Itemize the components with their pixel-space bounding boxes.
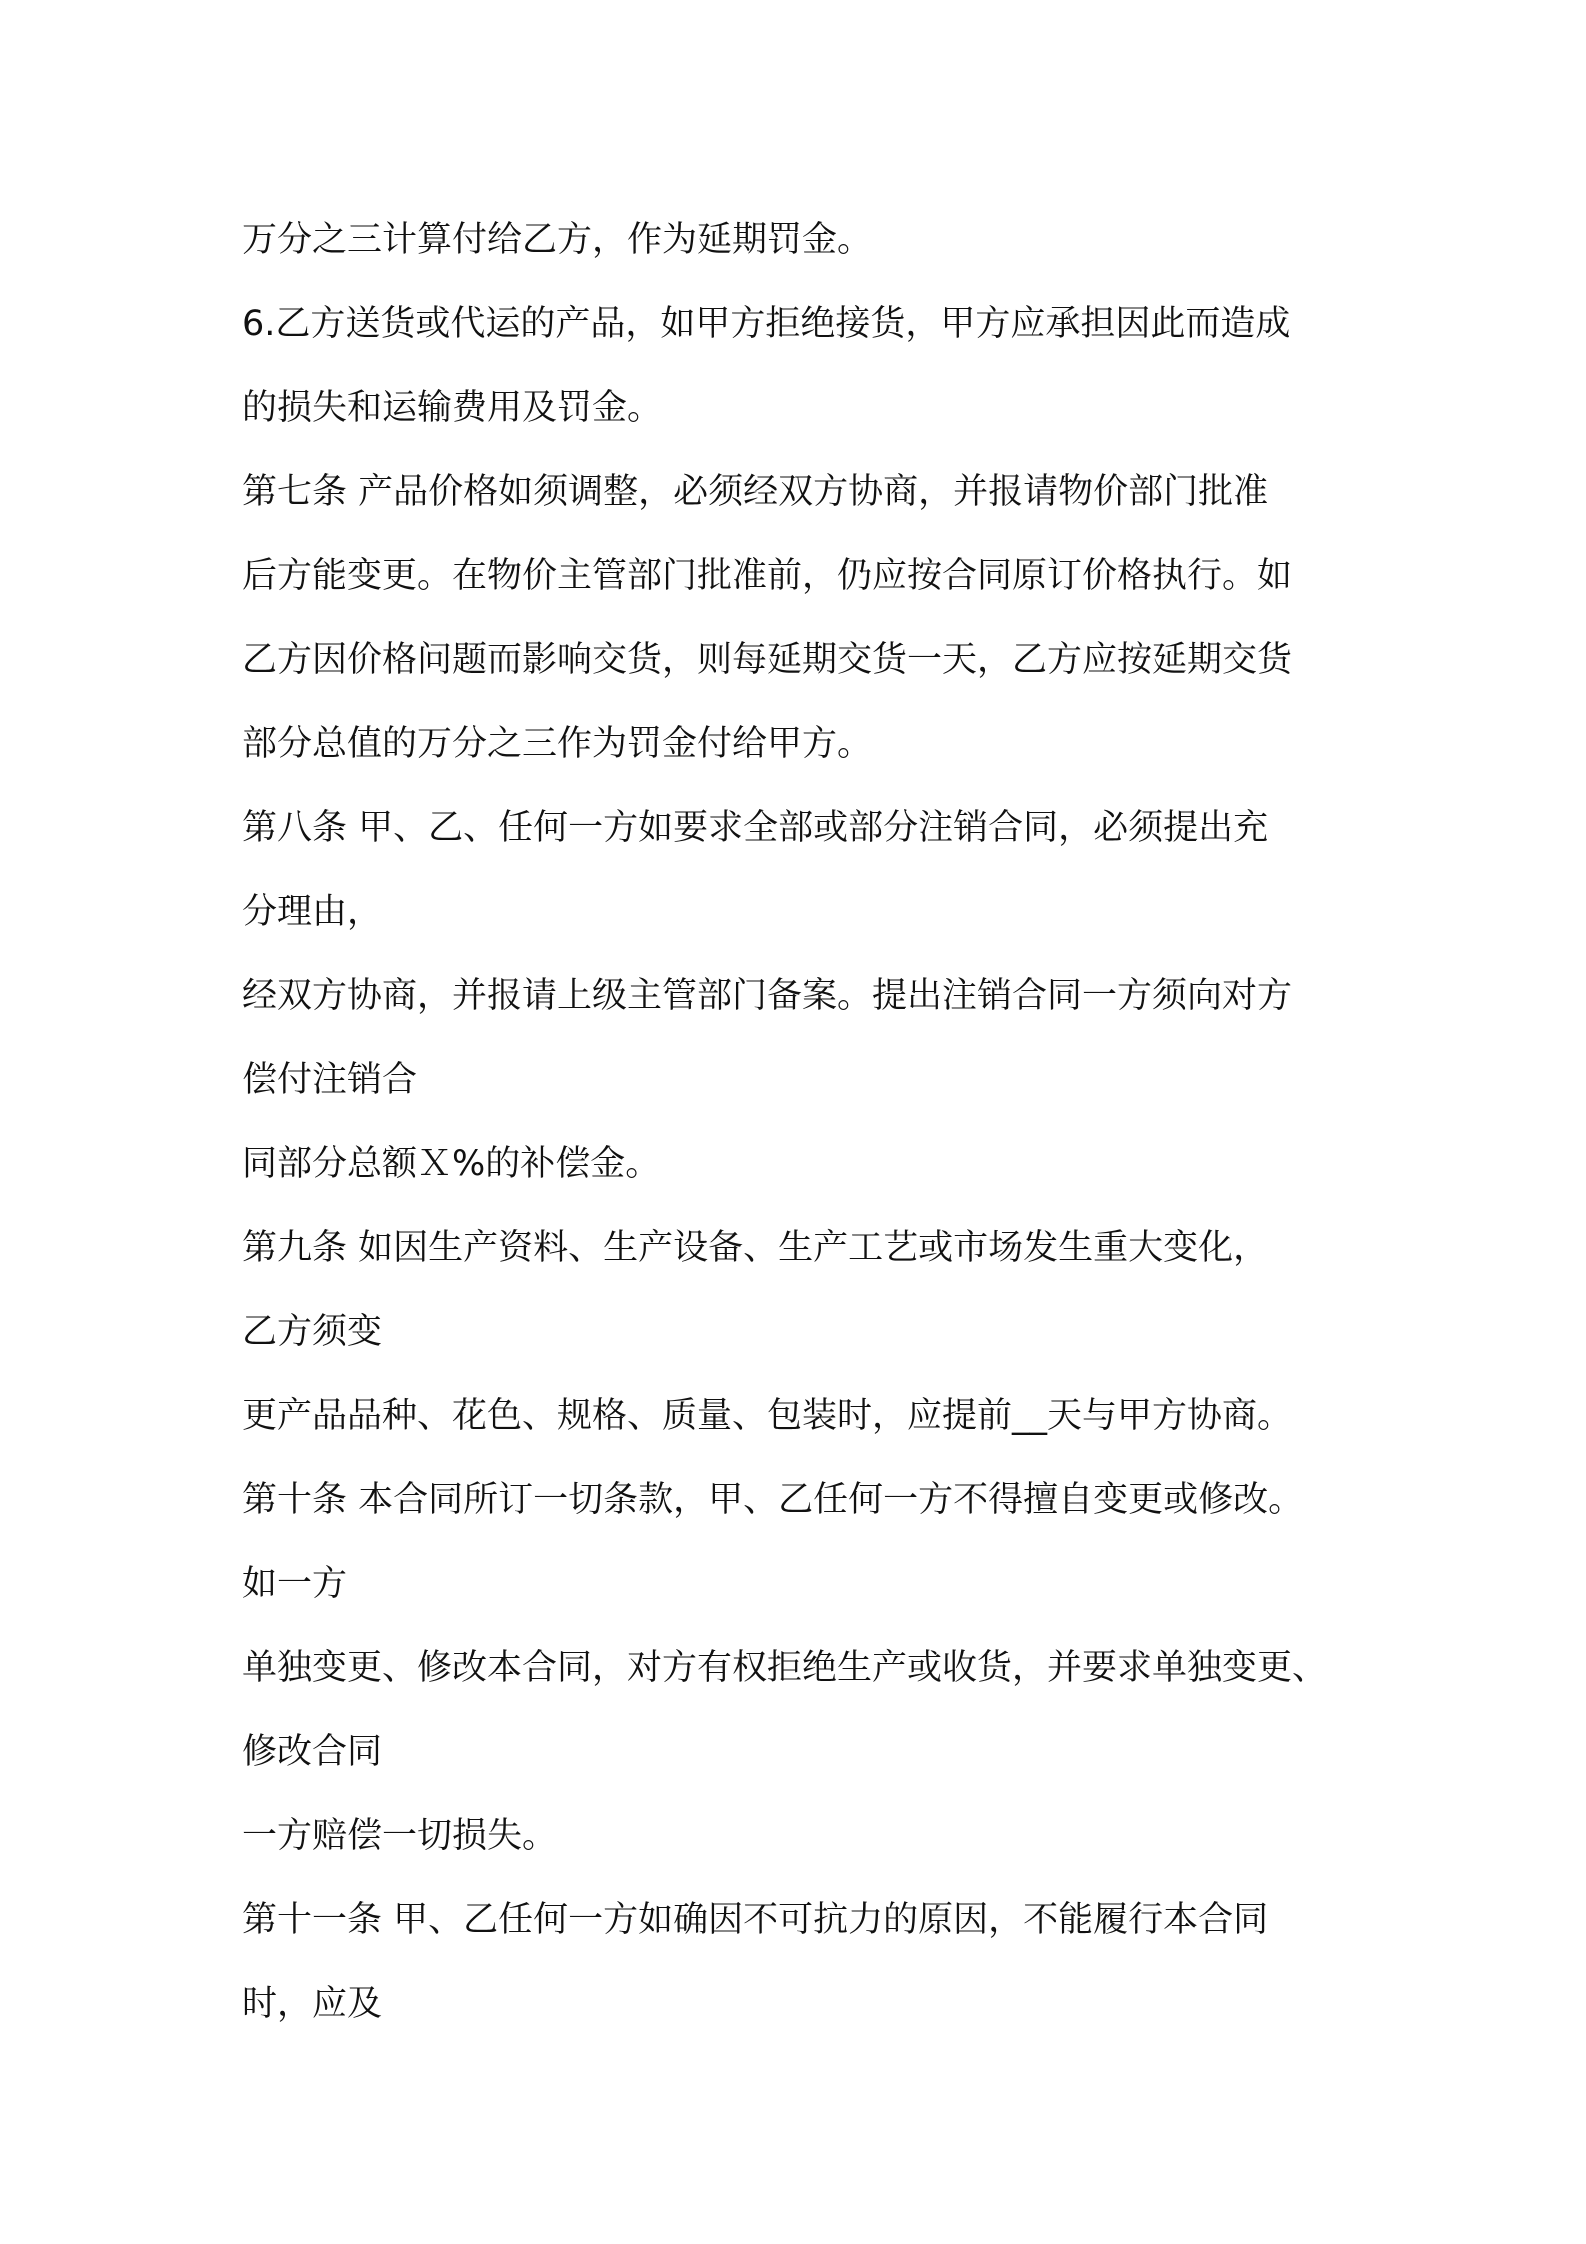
text-line: 更产品品种、花色、规格、质量、包装时，应提前__天与甲方协商。 — [242, 1396, 1293, 1436]
text-line: 同部分总额Ｘ%的补偿金。 — [242, 1144, 661, 1184]
document-body — [242, 198, 1392, 2046]
text-line: 6.乙方送货或代运的产品，如甲方拒绝接货，甲方应承担因此而造成 — [242, 304, 1291, 344]
text-line: 的损失和运输费用及罚金。 — [242, 388, 663, 428]
text-line: 分理由， — [242, 892, 383, 932]
text-line: 时，应及 — [242, 1984, 383, 2024]
text-line: 第十一条 甲、乙任何一方如确因不可抗力的原因，不能履行本合同 — [242, 1900, 1269, 1940]
text-line: 第十条 本合同所订一切条款，甲、乙任何一方不得擅自变更或修改。 — [242, 1480, 1304, 1520]
text-line: 第七条 产品价格如须调整，必须经双方协商，并报请物价部门批准 — [242, 472, 1269, 512]
text-line: 第九条 如因生产资料、生产设备、生产工艺或市场发生重大变化， — [242, 1228, 1269, 1268]
text-line: 第八条 甲、乙、任何一方如要求全部或部分注销合同，必须提出充 — [242, 808, 1269, 848]
text-line: 单独变更、修改本合同，对方有权拒绝生产或收货，并要求单独变更、 — [242, 1648, 1328, 1688]
text-line: 一方赔偿一切损失。 — [242, 1816, 558, 1856]
text-line: 乙方须变 — [242, 1312, 383, 1352]
text-line: 万分之三计算付给乙方，作为延期罚金。 — [242, 220, 873, 260]
text-line: 乙方因价格问题而影响交货，则每延期交货一天，乙方应按延期交货 — [242, 640, 1293, 680]
text-line: 偿付注销合 — [242, 1060, 418, 1100]
text-line: 部分总值的万分之三作为罚金付给甲方。 — [242, 724, 873, 764]
text-line: 修改合同 — [242, 1732, 383, 1772]
text-line: 如一方 — [242, 1564, 348, 1604]
text-line: 经双方协商，并报请上级主管部门备案。提出注销合同一方须向对方 — [242, 976, 1293, 1016]
text-line: 后方能变更。在物价主管部门批准前，仍应按合同原订价格执行。如 — [242, 556, 1293, 596]
